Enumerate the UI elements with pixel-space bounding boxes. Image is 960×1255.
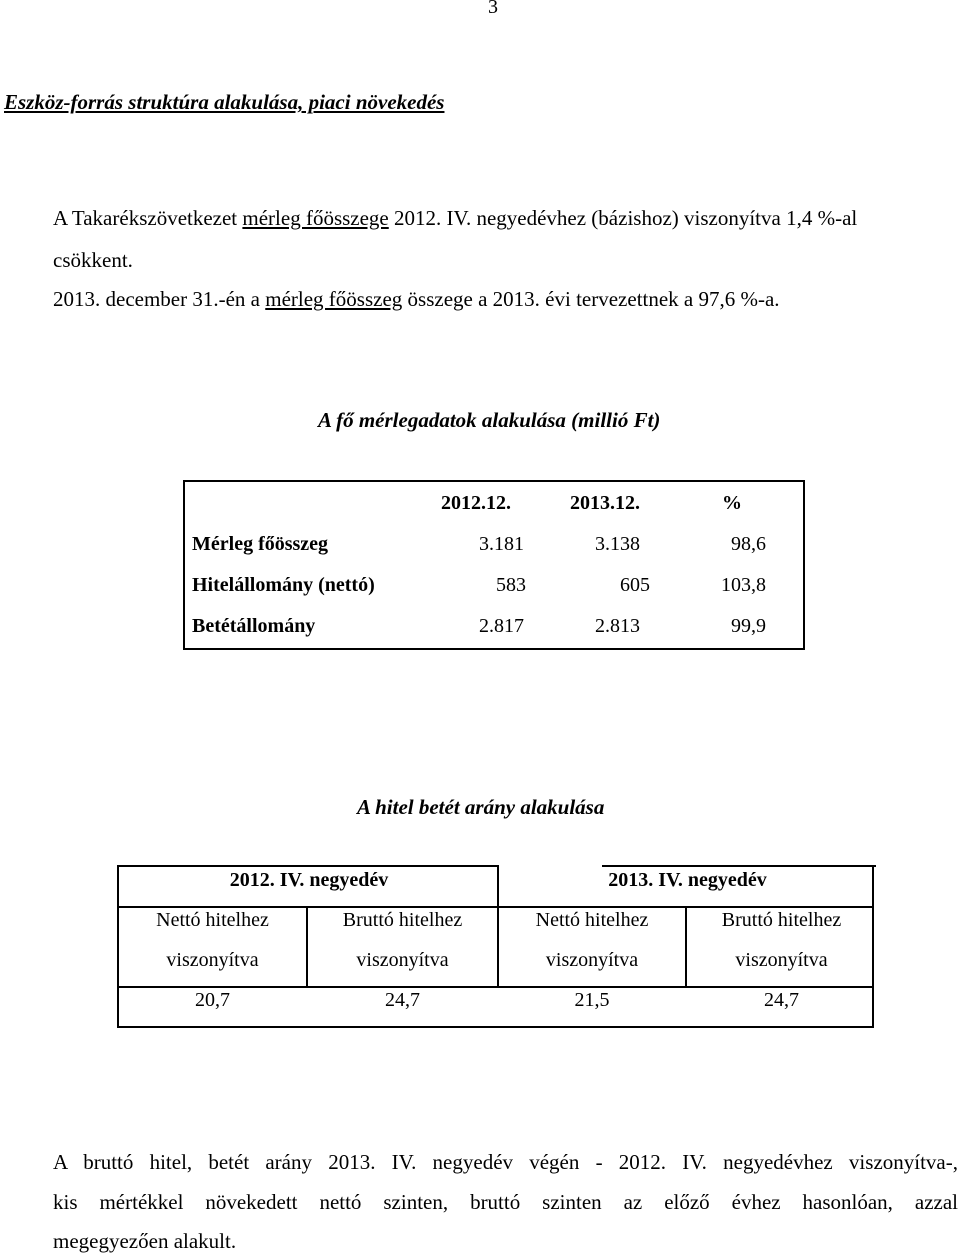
balance-total-2012: 3.181	[479, 533, 524, 555]
loans-pct: 103,8	[721, 574, 766, 596]
final-paragraph-line-1: A bruttó hitel, betét arány 2013. IV. negyedév végén - 2012. IV. negyedévhez viszonyítva-,	[53, 1150, 958, 1174]
col4-line1: Bruttó hitelhez	[721, 909, 842, 931]
deposits-2012: 2.817	[479, 615, 524, 637]
col1-line2: viszonyítva	[166, 949, 259, 971]
page-number: 3	[488, 0, 498, 18]
header-2013: 2013.12.	[570, 492, 640, 514]
loans-2013: 605	[620, 574, 650, 596]
value-net-2012: 20,7	[195, 989, 230, 1011]
period-2013: 2013. IV. negyedév	[608, 869, 767, 891]
value-gross-2012: 24,7	[385, 989, 420, 1011]
section-heading: Eszköz-forrás struktúra alakulása, piaci növekedés	[4, 90, 445, 114]
paragraph-1-line-2: csökkent.	[53, 248, 133, 272]
header-divider	[119, 906, 872, 908]
balance-total-pct: 98,6	[731, 533, 766, 555]
paragraph-2-text-a: 2013. december 31.-én a	[53, 287, 266, 311]
paragraph-2	[53, 287, 780, 312]
row-label-deposits: Betétállomány	[192, 615, 316, 637]
col4-line2: viszonyítva	[735, 949, 828, 971]
paragraph-1-text-a: A Takarékszövetkezet	[53, 206, 243, 230]
paragraph-1-text-b: 2012. IV. negyedévhez (bázishoz) viszonyítva 1,4 %-al	[388, 206, 858, 230]
col2-line2: viszonyítva	[356, 949, 449, 971]
value-gross-2013: 24,7	[764, 989, 799, 1011]
main-balance-table	[183, 480, 805, 650]
loan-deposit-ratio-table	[117, 865, 874, 1028]
table-1-caption: A fő mérlegadatok alakulása (millió Ft)	[318, 408, 661, 432]
row-label-balance-total: Mérleg főösszeg	[192, 533, 329, 555]
balance-total-2013: 3.138	[595, 533, 640, 555]
loans-2012: 583	[496, 574, 526, 596]
period-2012: 2012. IV. negyedév	[229, 869, 389, 891]
header-percent: %	[722, 492, 742, 514]
final-paragraph-line-2: kis mértékkel növekedett nettó szinten, bruttó szinten az előző évhez hasonlóan, azzal	[53, 1190, 958, 1214]
table-2-caption: A hitel betét arány alakulása	[357, 795, 605, 819]
col3-line2: viszonyítva	[545, 949, 639, 971]
row-label-loans: Hitelállomány (nettó)	[192, 574, 375, 596]
values-divider	[119, 986, 872, 988]
col3-line1: Nettó hitelhez	[535, 909, 649, 931]
deposits-pct: 99,9	[731, 615, 766, 637]
deposits-2013: 2.813	[595, 615, 640, 637]
paragraph-1-line-1	[53, 206, 857, 231]
top-border-right	[602, 865, 876, 867]
col1-line1: Nettó hitelhez	[156, 909, 269, 931]
value-net-2013: 21,5	[574, 989, 610, 1011]
col2-line1: Bruttó hitelhez	[342, 909, 463, 931]
paragraph-2-text-b: összege a 2013. évi tervezettnek a 97,6 %-a.	[402, 287, 780, 311]
final-paragraph-line-3: megegyezően alakult.	[53, 1229, 237, 1253]
top-border-left	[119, 865, 499, 867]
header-2012: 2012.12.	[441, 492, 511, 514]
balance-sheet-total-link: mérleg főösszege	[242, 206, 389, 230]
balance-sheet-total-link-2: mérleg főösszeg	[265, 287, 403, 311]
